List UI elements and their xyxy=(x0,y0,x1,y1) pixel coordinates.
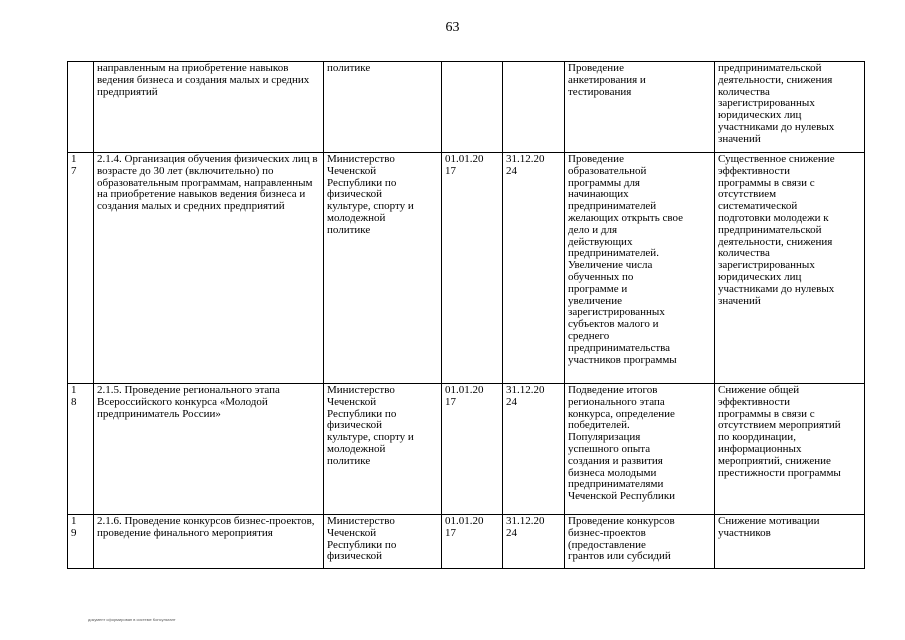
consequence-cell: Существенное снижение эффективности программы в связи с отсутствием систематической подготовки молодежи к предпринимательской деятельности, снижения количества зарегистрированных юридических лиц участниками до нулевых значений xyxy=(715,153,865,384)
executor-cell: Министерство Чеченской Республики по физической xyxy=(324,515,442,569)
end-date-cell: 31.12.20 24 xyxy=(503,515,565,569)
activity-name-cell: направленным на приобретение навыков ведения бизнеса и создания малых и средних предприятий xyxy=(94,62,324,153)
expected-result-cell: Проведение образовательной программы для начинающих предпринимателей желающих открыть свое дело и для действующих предпринимателей. Увеличение числа обученных по программе и увеличение зарегистрированных субъектов малого и среднего предпринимательства участников программы xyxy=(565,153,715,384)
table-row xyxy=(68,153,865,384)
table-row xyxy=(68,384,865,515)
program-table xyxy=(67,61,865,569)
consequence-cell: Снижение мотивации участников xyxy=(715,515,865,569)
end-date-cell: 31.12.20 24 xyxy=(503,153,565,384)
page-number: 63 xyxy=(445,20,460,35)
expected-result-cell: Проведение анкетирования и тестирования xyxy=(565,62,715,153)
start-date-cell xyxy=(442,62,503,153)
expected-result-cell: Подведение итогов регионального этапа конкурса, определение победителей. Популяризация успешного опыта создания и развития бизнеса молодыми предпринимателями Чеченской Республики xyxy=(565,384,715,515)
activity-name-cell: 2.1.4. Организация обучения физических лиц в возрасте до 30 лет (включительно) по образовательным программам, направленным на приобретение навыков ведения бизнеса и создания малых и средних предприятий xyxy=(94,153,324,384)
activity-name-cell: 2.1.6. Проведение конкурсов бизнес-проектов, проведение финального мероприятия xyxy=(94,515,324,569)
activity-name-cell: 2.1.5. Проведение регионального этапа Всероссийского конкурса «Молодой предприниматель России» xyxy=(94,384,324,515)
start-date-cell: 01.01.20 17 xyxy=(442,515,503,569)
consequence-cell: предпринимательской деятельности, снижения количества зарегистрированных юридических лиц участниками до нулевых значений xyxy=(715,62,865,153)
executor-cell: Министерство Чеченской Республики по физической культуре, спорту и молодежной политике xyxy=(324,384,442,515)
expected-result-cell: Проведение конкурсов бизнес-проектов (предоставление грантов или субсидий xyxy=(565,515,715,569)
table-row xyxy=(68,62,865,153)
end-date-cell: 31.12.20 24 xyxy=(503,384,565,515)
row-number-cell xyxy=(68,62,94,153)
row-number-cell: 1 9 xyxy=(68,515,94,569)
end-date-cell xyxy=(503,62,565,153)
start-date-cell: 01.01.20 17 xyxy=(442,153,503,384)
start-date-cell: 01.01.20 17 xyxy=(442,384,503,515)
consequence-cell: Снижение общей эффективности программы в связи с отсутствием мероприятий по координации, информационных мероприятий, снижение престижности программы xyxy=(715,384,865,515)
executor-cell: политике xyxy=(324,62,442,153)
footer-note: документ сформирован в системе Консультант xyxy=(88,617,176,622)
row-number-cell: 1 8 xyxy=(68,384,94,515)
table-row xyxy=(68,515,865,569)
row-number-cell: 1 7 xyxy=(68,153,94,384)
executor-cell: Министерство Чеченской Республики по физической культуре, спорту и молодежной политике xyxy=(324,153,442,384)
